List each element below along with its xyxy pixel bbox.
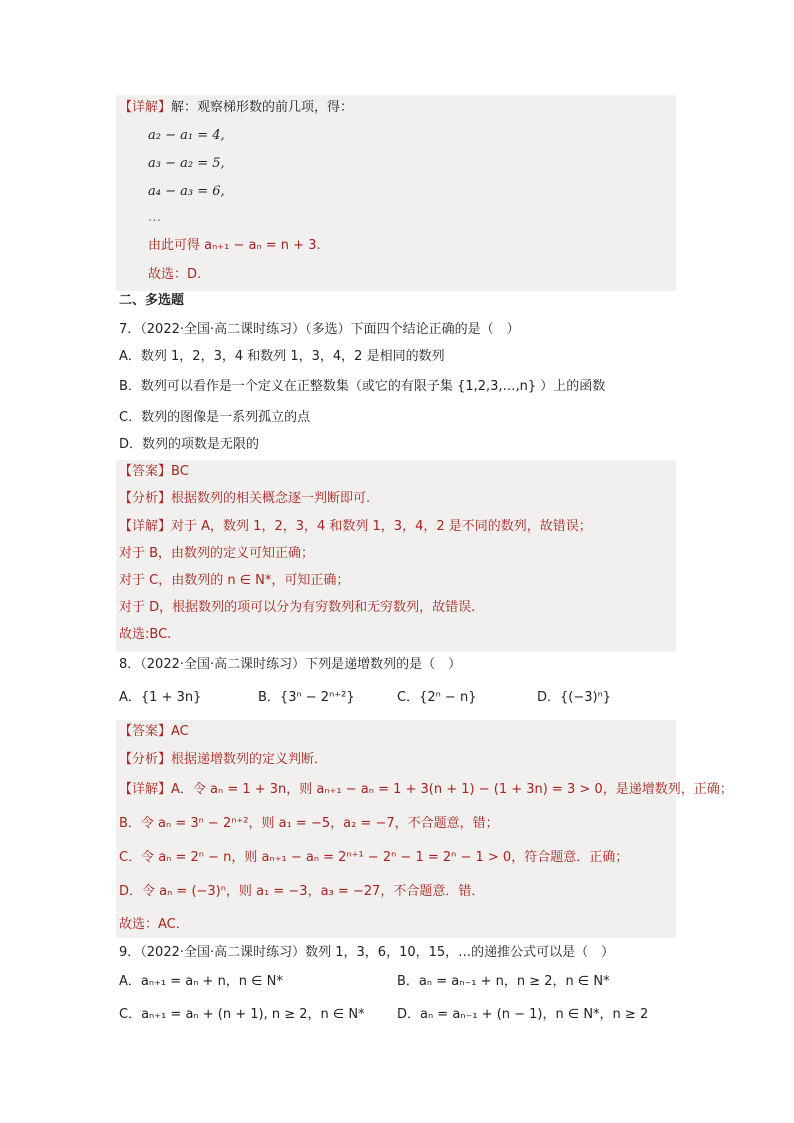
q7-option-d: D．数列的项数是无限的 (119, 437, 260, 452)
q8-detail3: C．令 aₙ = 2ⁿ − n，则 aₙ₊₁ − aₙ = 2ⁿ⁺¹ − 2ⁿ − 1 = 2ⁿ − 1 > 0，符合题意．正确； (119, 850, 629, 865)
q6-detail-line (119, 98, 353, 118)
q8-stem: 8．（2022·全国·高二课时练习）下列是递增数列的是（ ） (119, 657, 462, 672)
q7-answer-line (119, 462, 189, 482)
q6-eq1: a₂ − a₁ = 4, (148, 128, 225, 143)
detail-tag: 【详解】 (119, 100, 172, 115)
analysis-text: 根据数列的相关概念逐一判断即可. (171, 491, 371, 506)
q8-analysis-line (119, 750, 327, 770)
q6-result: 由此可得 aₙ₊₁ − aₙ = n + 3. (148, 238, 321, 253)
section-title: 二、多选题 (119, 293, 185, 308)
detail-text: 对于 A，数列 1，2，3，4 和数列 1，3，4，2 是不同的数列，故错误； (171, 519, 592, 534)
q7-option-c: C．数列的图像是一系列孤立的点 (119, 410, 311, 425)
q6-eq2: a₃ − a₂ = 5, (148, 156, 225, 171)
q8-option-b: B．{3ⁿ − 2ⁿ⁺²} (258, 690, 355, 705)
q6-eq3: a₄ − a₃ = 6, (148, 184, 225, 199)
q7-detail2: 对于 B，由数列的定义可知正确； (119, 546, 315, 561)
q7-option-b: B．数列可以看作是一个定义在正整数集（或它的有限子集 {1,2,3,…,n} ）上的函数 (119, 379, 606, 394)
q8-option-c: C．{2ⁿ − n} (397, 690, 477, 705)
q7-detail4: 对于 D，根据数列的项可以分为有穷数列和无穷数列，故错误. (119, 600, 476, 615)
analysis-text: 根据递增数列的定义判断． (171, 752, 328, 767)
q9-option-d: D．aₙ = aₙ₋₁ + (n − 1)，n ∈ N*，n ≥ 2 (397, 1007, 649, 1022)
q8-answer-line (119, 722, 189, 742)
q7-analysis-line (119, 489, 370, 509)
q8-option-d: D．{(−3)ⁿ} (537, 690, 612, 705)
q6-eq-dots: … (148, 210, 161, 225)
q7-option-a: A．数列 1，2，3，4 和数列 1，3，4，2 是相同的数列 (119, 349, 445, 364)
answer-tag: 【答案】 (119, 464, 172, 479)
q7-detail3: 对于 C，由数列的 n ∈ N*，可知正确； (119, 573, 350, 588)
q7-detail-line (119, 517, 592, 537)
answer-value: BC (171, 464, 189, 479)
q6-choose: 故选：D. (148, 267, 202, 282)
q7-stem: 7．（2022·全国·高二课时练习）（多选）下面四个结论正确的是（ ） (119, 322, 520, 337)
q8-detail4: D．令 aₙ = (−3)ⁿ，则 a₁ = −3，a₃ = −27，不合题意．错． (119, 884, 485, 899)
q8-detail-line (119, 780, 733, 800)
q8-choose: 故选：AC． (119, 917, 189, 932)
detail-tag: 【详解】 (119, 519, 172, 534)
q7-choose: 故选:BC. (119, 627, 172, 642)
answer-value: AC (171, 724, 189, 739)
detail-text: 解：观察梯形数的前几项，得： (171, 100, 354, 115)
q9-option-b: B．aₙ = aₙ₋₁ + n，n ≥ 2，n ∈ N* (397, 974, 610, 989)
analysis-tag: 【分析】 (119, 752, 172, 767)
q9-stem: 9．（2022·全国·高二课时练习）数列 1，3，6，10，15，…的递推公式可以是（ ） (119, 945, 615, 960)
q9-option-a: A．aₙ₊₁ = aₙ + n，n ∈ N* (119, 974, 283, 989)
q9-option-c: C．aₙ₊₁ = aₙ + (n + 1), n ≥ 2，n ∈ N* (119, 1007, 365, 1022)
detail-tag: 【详解】 (119, 782, 172, 797)
q8-option-a: A．{1 + 3n} (119, 690, 202, 705)
analysis-tag: 【分析】 (119, 491, 172, 506)
detail-text: A．令 aₙ = 1 + 3n，则 aₙ₊₁ − aₙ = 1 + 3(n + 1) − (1 + 3n) = 3 > 0，是递增数列，正确； (171, 782, 733, 797)
answer-tag: 【答案】 (119, 724, 172, 739)
q8-detail2: B．令 aₙ = 3ⁿ − 2ⁿ⁺²，则 a₁ = −5，a₂ = −7，不合题意，错； (119, 816, 499, 831)
